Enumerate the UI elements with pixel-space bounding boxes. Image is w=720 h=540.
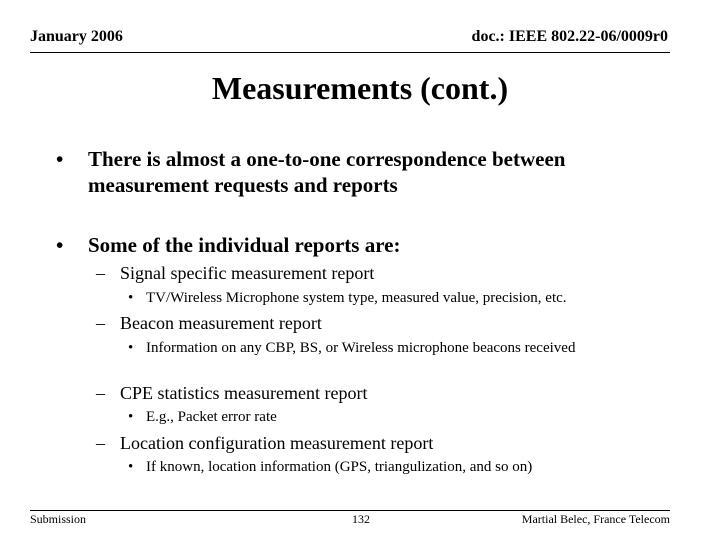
bullet-dot-icon: •: [56, 233, 64, 257]
report-detail-location: [128, 458, 668, 477]
bullet-dot-icon: •: [128, 340, 134, 356]
bullet-correspondence: [56, 146, 676, 198]
report-item-location: [96, 432, 433, 454]
bullet-text: Some of the individual reports are:: [88, 233, 401, 257]
report-item-label: Signal specific measurement report: [120, 263, 375, 283]
footer-submission: Submission: [30, 512, 87, 526]
footer-rule: [30, 510, 670, 511]
report-item-label: Beacon measurement report: [120, 313, 322, 333]
report-detail-beacon: [128, 339, 598, 358]
header-doc-id: doc.: IEEE 802.22-06/0009r0: [471, 28, 668, 45]
dash-icon: –: [96, 263, 105, 283]
report-detail-signal: [128, 289, 668, 308]
report-detail-cpe: [128, 408, 668, 427]
footer-page-number: 132: [352, 512, 370, 526]
report-detail-text: E.g., Packet error rate: [146, 409, 277, 425]
dash-icon: –: [96, 383, 105, 403]
report-detail-text: Information on any CBP, BS, or Wireless microphone beacons received: [146, 340, 576, 356]
bullet-text: There is almost a one-to-one correspondence between measurement requests and reports: [88, 147, 566, 197]
report-item-label: CPE statistics measurement report: [120, 383, 368, 403]
header-rule: [30, 52, 670, 53]
report-item-cpe: [96, 382, 367, 404]
bullet-individual-reports: [56, 232, 676, 258]
bullet-dot-icon: •: [128, 409, 134, 425]
header-date: January 2006: [30, 28, 123, 45]
dash-icon: –: [96, 433, 105, 453]
bullet-dot-icon: •: [56, 147, 64, 171]
report-item-signal: [96, 262, 374, 284]
bullet-dot-icon: •: [128, 459, 134, 475]
report-detail-text: TV/Wireless Microphone system type, measured value, precision, etc.: [146, 290, 567, 306]
bullet-dot-icon: •: [128, 290, 134, 306]
dash-icon: –: [96, 313, 105, 333]
slide-title: Measurements (cont.): [211, 70, 509, 106]
report-item-beacon: [96, 312, 322, 334]
report-detail-text: If known, location information (GPS, triangulization, and so on): [146, 459, 533, 475]
footer-author: Martial Belec, France Telecom: [521, 512, 670, 526]
report-item-label: Location configuration measurement report: [120, 433, 434, 453]
